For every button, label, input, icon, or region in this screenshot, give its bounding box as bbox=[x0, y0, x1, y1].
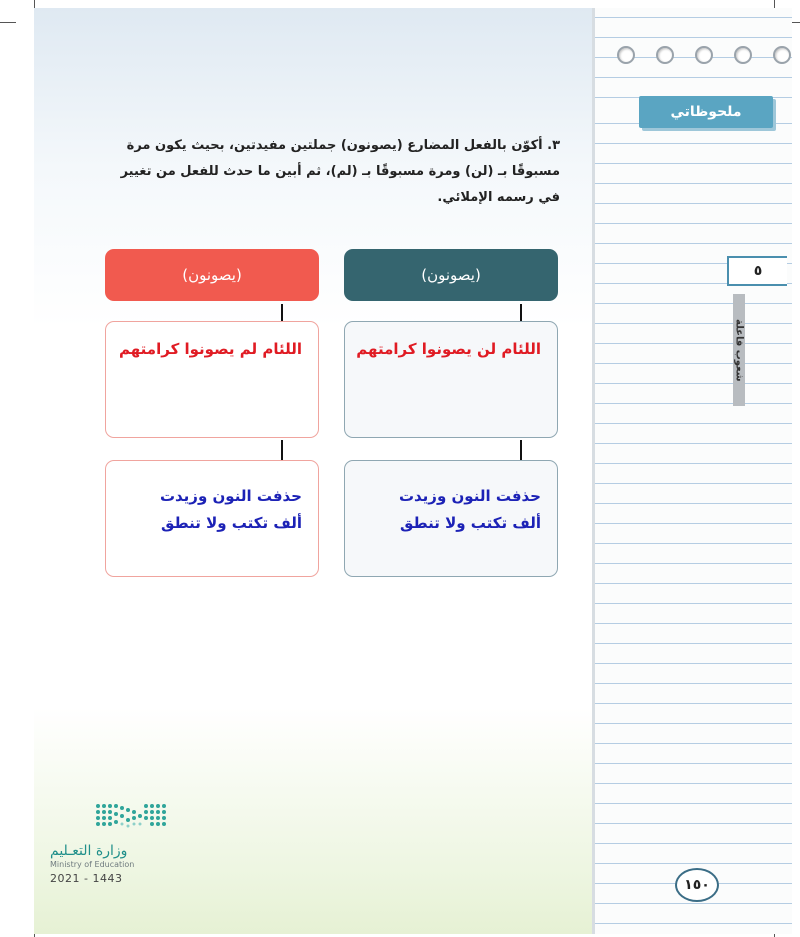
ministry-name-ar: وزارة التعـليم bbox=[50, 843, 128, 859]
header-lan: (يصونون) bbox=[344, 249, 558, 301]
change-lam-line1: حذفت النون وزيدت bbox=[159, 487, 302, 505]
change-lan-line1: حذفت النون وزيدت bbox=[398, 487, 541, 505]
unit-label: شعوب فاعلة bbox=[733, 294, 745, 406]
ministry-logo-icon bbox=[50, 800, 190, 840]
notes-panel bbox=[592, 8, 792, 934]
binder-hole bbox=[656, 46, 674, 64]
change-lam-line2: ألف تكتب ولا تنطق bbox=[160, 514, 302, 532]
question-text: ٣. أكوّن بالفعل المضارع (يصونون) جملتين مفيدتين، بحيث يكون مرة مسبوقًا بـ (لن) ومرة مسبوقًا بـ (لم)، ثم أبين ما حدث للفعل من تغيير في رسمه الإملائي. bbox=[120, 138, 560, 205]
unit-number: ٥ bbox=[727, 256, 787, 286]
binder-hole bbox=[695, 46, 713, 64]
change-lan-box bbox=[344, 460, 558, 577]
page-number: ١٥٠ bbox=[675, 868, 719, 902]
edition-year: 2021 - 1443 bbox=[50, 872, 123, 885]
notes-title: ملحوظاتي bbox=[639, 96, 773, 128]
change-lam-box bbox=[105, 460, 319, 577]
change-lan-line2: ألف تكتب ولا تنطق bbox=[399, 514, 541, 532]
crop-mark bbox=[0, 22, 16, 23]
sentence-lam-box bbox=[105, 321, 319, 438]
binder-holes bbox=[617, 46, 791, 64]
sentence-lan-text: اللئام لن يصونوا كرامتهم bbox=[356, 340, 541, 358]
ministry-name-en: Ministry of Education bbox=[50, 860, 135, 869]
binder-hole bbox=[617, 46, 635, 64]
header-lam: (يصونون) bbox=[105, 249, 319, 301]
sentence-lan-box bbox=[344, 321, 558, 438]
sentence-lam-text: اللئام لم يصونوا كرامتهم bbox=[119, 340, 302, 358]
binder-hole bbox=[734, 46, 752, 64]
binder-hole bbox=[773, 46, 791, 64]
